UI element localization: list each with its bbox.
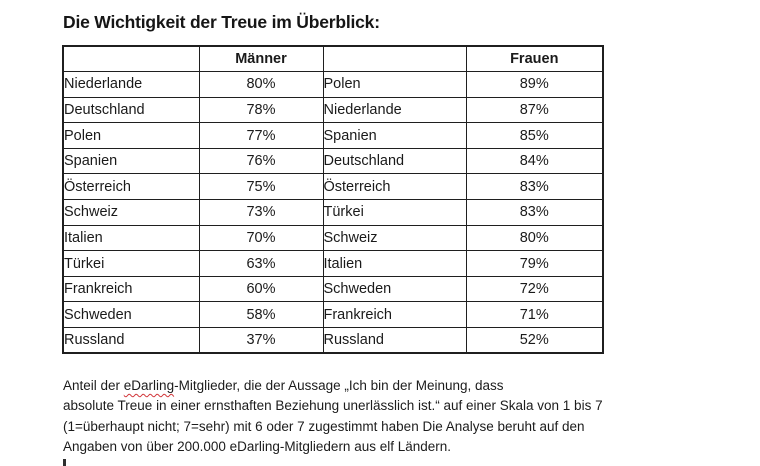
table-row xyxy=(63,225,603,251)
percent-cell-frauen: 72% xyxy=(466,276,603,302)
percent-cell-maenner: 78% xyxy=(199,97,323,123)
percent-cell-frauen: 80% xyxy=(466,225,603,251)
table-row xyxy=(63,97,603,123)
table-row xyxy=(63,328,603,354)
table-row xyxy=(63,276,603,302)
table-row xyxy=(63,72,603,98)
percent-cell-frauen: 84% xyxy=(466,148,603,174)
caption-line-2: absolute Treue in einer ernsthaften Beziehung unerlässlich ist.“ auf einer Skala von 1 bis 7 xyxy=(63,398,603,414)
percent-cell-frauen: 52% xyxy=(466,328,603,354)
country-cell-frauen: Österreich xyxy=(323,174,466,200)
country-cell-maenner: Österreich xyxy=(63,174,199,200)
percent-cell-maenner: 77% xyxy=(199,123,323,149)
page-title: Die Wichtigkeit der Treue im Überblick: xyxy=(63,12,380,32)
percent-cell-maenner: 60% xyxy=(199,276,323,302)
country-cell-frauen: Türkei xyxy=(323,200,466,226)
country-cell-maenner: Deutschland xyxy=(63,97,199,123)
column-header-maenner: Männer xyxy=(199,46,323,72)
cutoff-text-fragment xyxy=(63,459,66,466)
column-header-empty-right xyxy=(323,46,466,72)
table-row xyxy=(63,123,603,149)
percent-cell-maenner: 75% xyxy=(199,174,323,200)
caption-line-3: (1=überhaupt nicht; 7=sehr) mit 6 oder 7 zugestimmt haben Die Analyse beruht auf den xyxy=(63,418,585,434)
caption-text: Anteil der xyxy=(63,378,124,393)
caption-line-1 xyxy=(63,376,723,396)
country-cell-frauen: Russland xyxy=(323,328,466,354)
caption xyxy=(63,376,723,457)
caption-line-4: Angaben von über 200.000 eDarling-Mitgliedern aus elf Ländern. xyxy=(63,438,452,454)
table-row xyxy=(63,148,603,174)
percent-cell-frauen: 83% xyxy=(466,174,603,200)
country-cell-maenner: Italien xyxy=(63,225,199,251)
country-cell-maenner: Spanien xyxy=(63,148,199,174)
country-cell-maenner: Schweden xyxy=(63,302,199,328)
percent-cell-frauen: 87% xyxy=(466,97,603,123)
column-header-frauen: Frauen xyxy=(466,46,603,72)
percent-cell-frauen: 89% xyxy=(466,72,603,98)
country-cell-frauen: Schweden xyxy=(323,276,466,302)
country-cell-frauen: Polen xyxy=(323,72,466,98)
percent-cell-maenner: 70% xyxy=(199,225,323,251)
percent-cell-frauen: 71% xyxy=(466,302,603,328)
percent-cell-maenner: 80% xyxy=(199,72,323,98)
table-row xyxy=(63,200,603,226)
country-cell-maenner: Frankreich xyxy=(63,276,199,302)
percent-cell-maenner: 58% xyxy=(199,302,323,328)
header-row xyxy=(63,46,603,72)
country-cell-frauen: Frankreich xyxy=(323,302,466,328)
country-cell-maenner: Schweiz xyxy=(63,200,199,226)
table-row xyxy=(63,251,603,277)
percent-cell-maenner: 37% xyxy=(199,328,323,354)
spellcheck-flagged-word: eDarling xyxy=(123,378,175,393)
country-cell-frauen: Deutschland xyxy=(323,148,466,174)
country-cell-maenner: Russland xyxy=(63,328,199,354)
country-cell-maenner: Türkei xyxy=(63,251,199,277)
percent-cell-frauen: 79% xyxy=(466,251,603,277)
percent-cell-maenner: 63% xyxy=(199,251,323,277)
percent-cell-maenner: 76% xyxy=(199,148,323,174)
column-header-empty-left xyxy=(63,46,199,72)
country-cell-maenner: Niederlande xyxy=(63,72,199,98)
caption-text: -Mitglieder, die der Aussage „Ich bin der Meinung, dass xyxy=(174,378,504,393)
percent-cell-frauen: 83% xyxy=(466,200,603,226)
country-cell-frauen: Niederlande xyxy=(323,97,466,123)
country-cell-maenner: Polen xyxy=(63,123,199,149)
fidelity-table xyxy=(62,45,604,354)
country-cell-frauen: Schweiz xyxy=(323,225,466,251)
percent-cell-maenner: 73% xyxy=(199,200,323,226)
country-cell-frauen: Italien xyxy=(323,251,466,277)
percent-cell-frauen: 85% xyxy=(466,123,603,149)
country-cell-frauen: Spanien xyxy=(323,123,466,149)
table-row xyxy=(63,302,603,328)
table-row xyxy=(63,174,603,200)
